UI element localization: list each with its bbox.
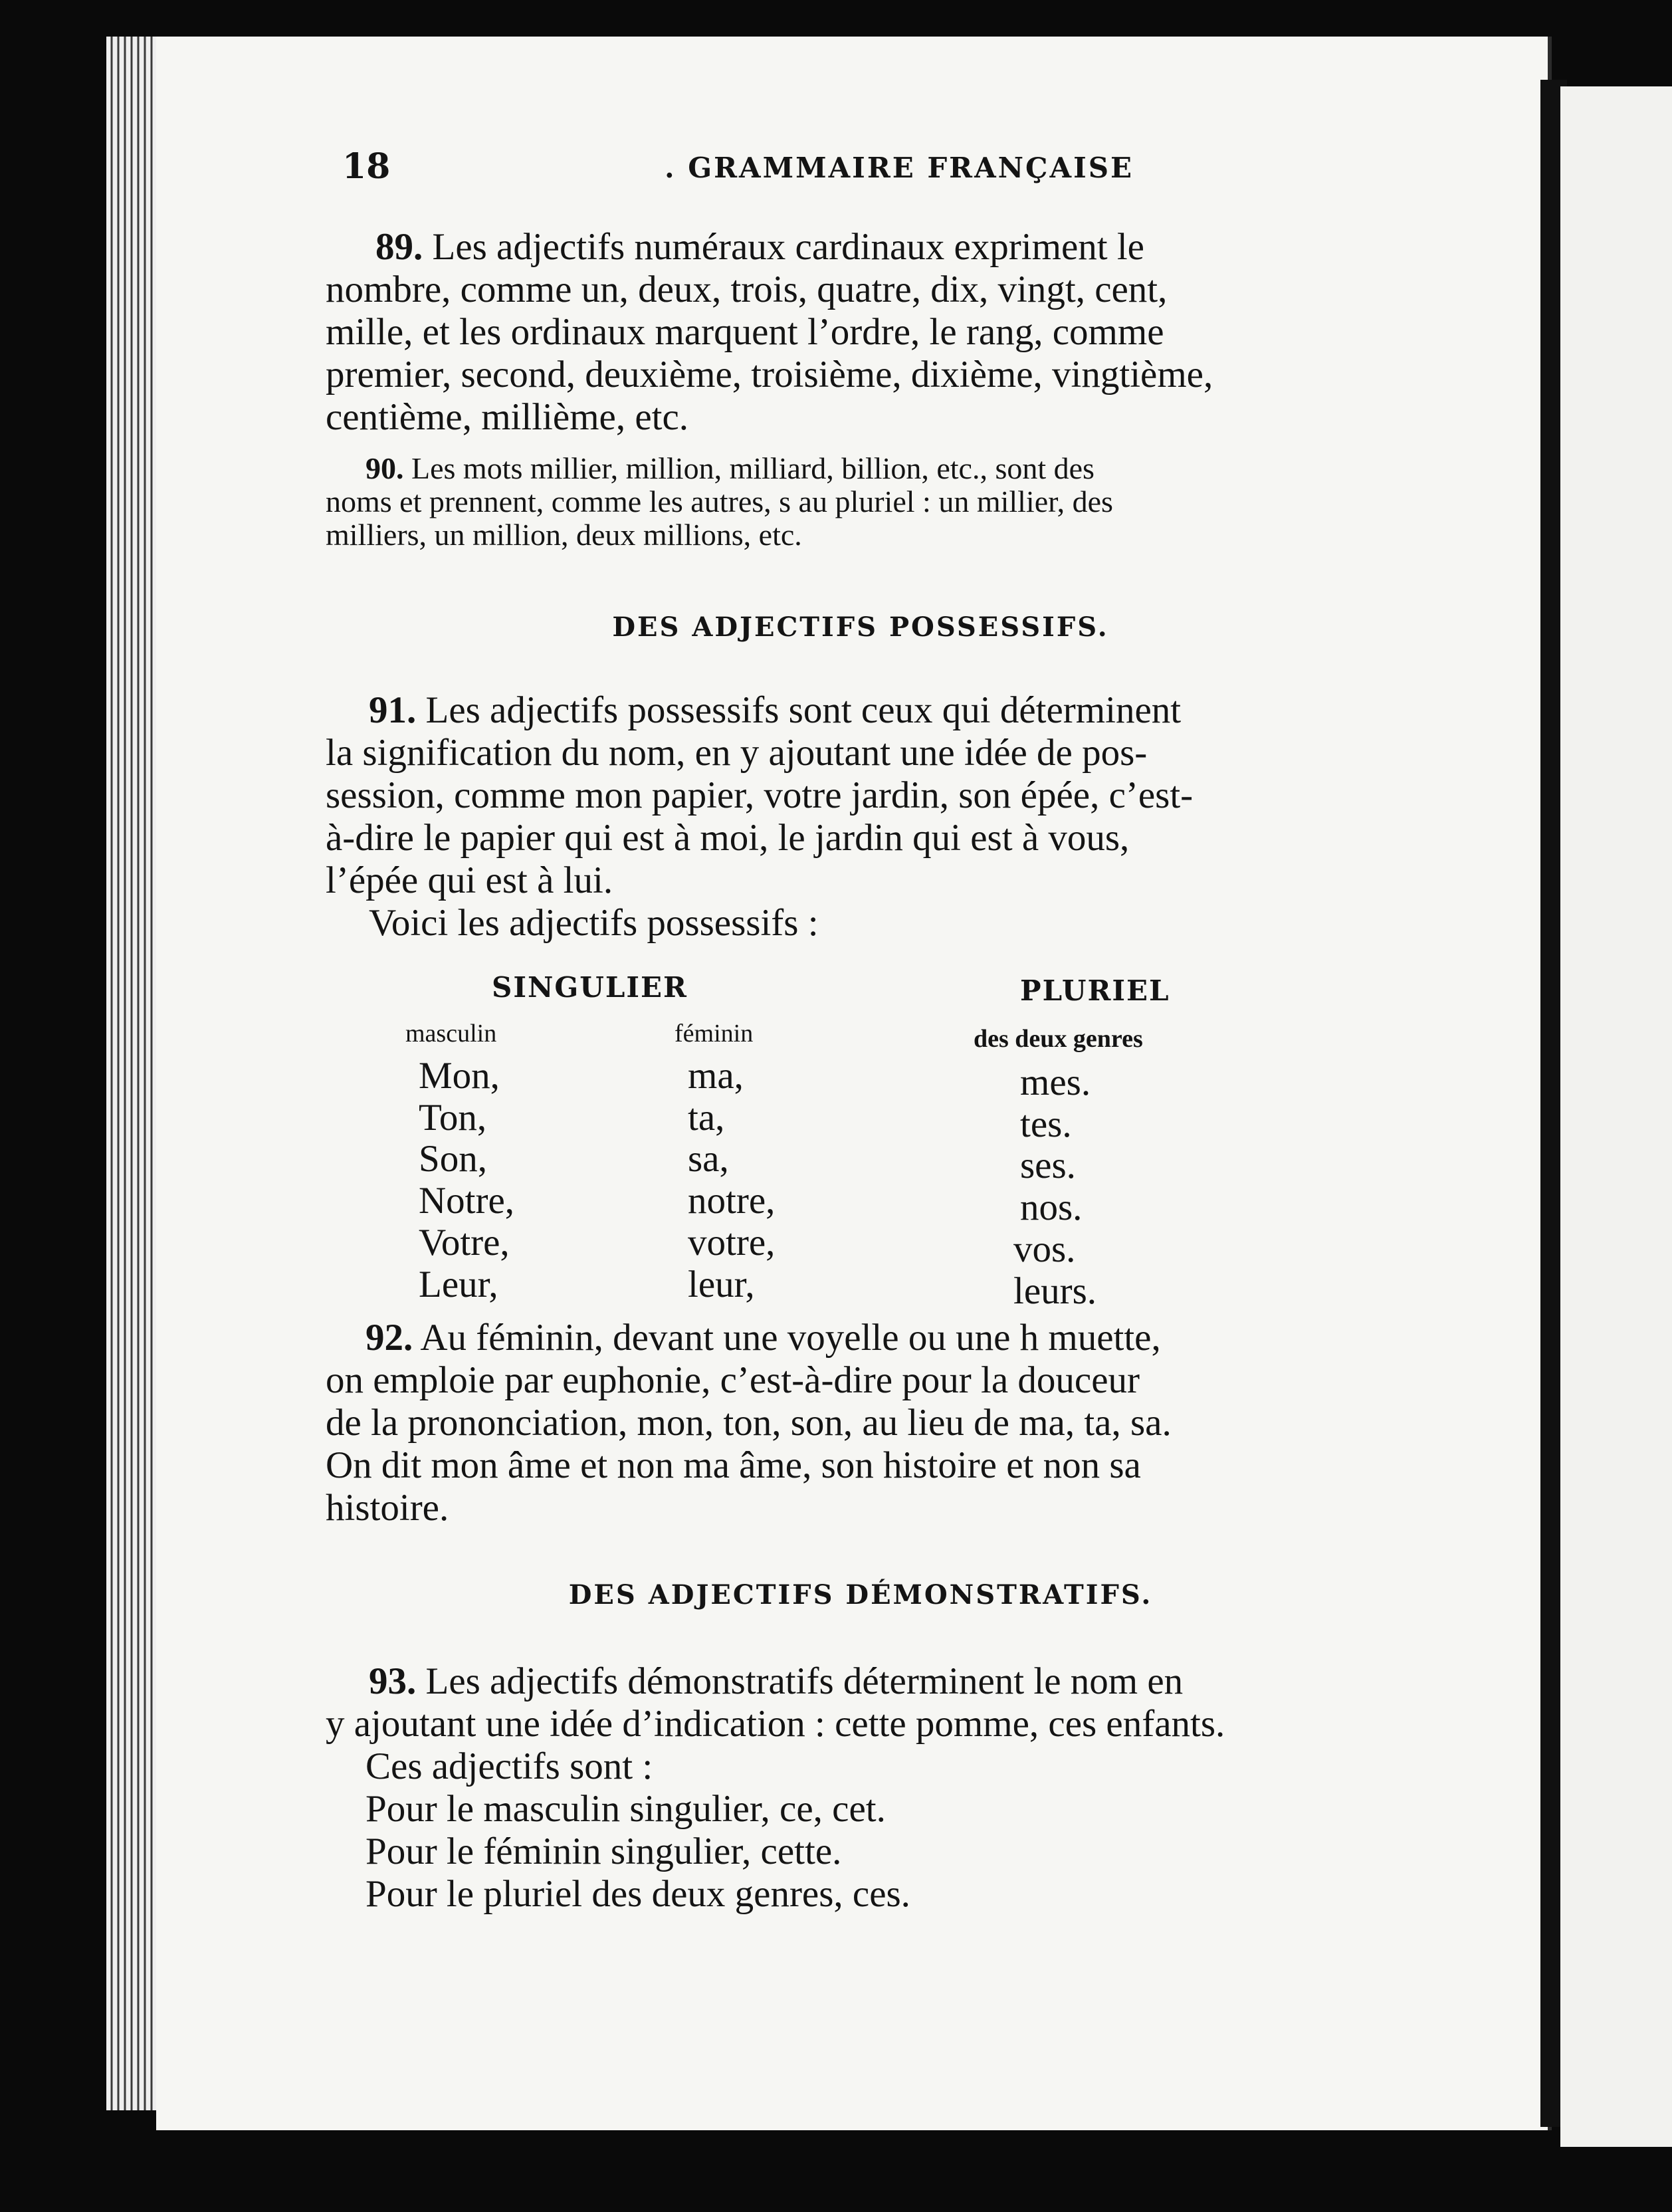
paragraph-line: Au féminin, devant une voyelle ou une h muette, [420,1317,1161,1359]
paragraph-number: 89. [375,226,423,268]
paragraph-line: Les adjectifs numéraux cardinaux expriment le [432,226,1144,268]
paragraph-92 [326,1317,1396,1529]
demonstrative-list [326,1745,1396,1916]
table-cell: notre, [688,1180,776,1222]
list-item: Ces adjectifs sont : [366,1745,653,1787]
subheader-deux-genres: des deux genres [974,1025,1143,1053]
paragraph-90 [326,452,1396,552]
table-cell: votre, [688,1222,776,1264]
paragraph-line: nombre, comme un, deux, trois, quatre, dix, vingt, cent, [326,269,1168,310]
paragraph-91 [326,689,1396,944]
paragraph-line: histoire. [326,1487,449,1529]
table-cell: vos. [1013,1228,1076,1270]
section-heading-demonstratifs: DES ADJECTIFS DÉMONSTRATIFS. [568,1579,1153,1610]
column-header-singulier: SINGULIER [492,971,688,1004]
paragraph-number: 91. [369,689,417,731]
table-cell: ma, [688,1055,744,1097]
list-item: Pour le féminin singulier, cette. [366,1830,842,1872]
table-cell: leurs. [1013,1270,1097,1312]
table-cell: Mon, [419,1055,500,1097]
paragraph-line: à-dire le papier qui est à moi, le jardin qui est à vous, [326,817,1130,859]
table-cell: ta, [688,1097,725,1139]
paragraph-line: milliers, un million, deux millions, etc. [326,518,802,552]
paragraph-line: Les adjectifs démonstratifs déterminent le nom en [425,1660,1184,1702]
list-item: Pour le masculin singulier, ce, cet. [366,1788,886,1830]
paragraph-line: on emploie par euphonie, c’est-à-dire pour la douceur [326,1359,1140,1401]
column-header-pluriel: PLURIEL [1020,974,1170,1007]
paragraph-line: Voici les adjectifs possessifs : [369,902,819,944]
table-cell: Notre, [419,1180,515,1222]
page-content [326,133,1396,1916]
paragraph-line: premier, second, deuxième, troisième, dixième, vingtième, [326,354,1213,395]
paragraph-line: la signification du nom, en y ajoutant une idée de pos- [326,732,1148,774]
table-cell: Votre, [419,1222,510,1264]
paragraph-line: Les mots millier, million, milliard, billion, etc., sont des [411,451,1095,485]
paragraph-number: 92. [366,1317,413,1359]
paragraph-line: de la prononciation, mon, ton, son, au lieu de ma, ta, sa. [326,1402,1172,1444]
paragraph-line: y ajoutant une idée d’indication : cette pomme, ces enfants. [326,1703,1225,1745]
paragraph-line: session, comme mon papier, votre jardin, son épée, c’est- [326,774,1194,816]
paragraph-line: l’épée qui est à lui. [326,859,613,901]
paragraph-line: mille, et les ordinaux marquent l’ordre, le rang, comme [326,311,1164,353]
page-header [326,133,1396,186]
paragraph-line: noms et prennent, comme les autres, s au pluriel : un millier, des [326,485,1113,518]
subheader-masculin: masculin [405,1020,497,1048]
paragraph-number: 90. [366,451,404,485]
running-title: . GRAMMAIRE FRANÇAISE [665,152,1134,184]
table-cell: Son, [419,1138,487,1180]
table-cell: sa, [688,1138,729,1180]
table-cell: ses. [1020,1145,1076,1186]
paragraph-line: On dit mon âme et non ma âme, son histoire et non sa [326,1444,1141,1486]
facing-page-edge [1560,86,1672,2147]
page-number: 18 [342,146,391,187]
section-heading-possessifs: DES ADJECTIFS POSSESSIFS. [612,611,1109,643]
table-cell: Ton, [419,1097,487,1139]
paragraph-93 [326,1660,1396,1745]
paragraph-89 [326,226,1396,439]
table-cell: mes. [1020,1061,1091,1103]
list-item: Pour le pluriel des deux genres, ces. [366,1873,910,1915]
table-cell: tes. [1020,1103,1072,1145]
paragraph-number: 93. [369,1660,417,1702]
paragraph-line: Les adjectifs possessifs sont ceux qui déterminent [425,689,1182,731]
table-cell: leur, [688,1264,755,1305]
table-cell: Leur, [419,1264,498,1305]
subheader-feminin: féminin [675,1020,754,1048]
possessive-table [326,971,1396,1317]
paragraph-line: centième, millième, etc. [326,396,689,438]
table-cell: nos. [1020,1186,1083,1228]
